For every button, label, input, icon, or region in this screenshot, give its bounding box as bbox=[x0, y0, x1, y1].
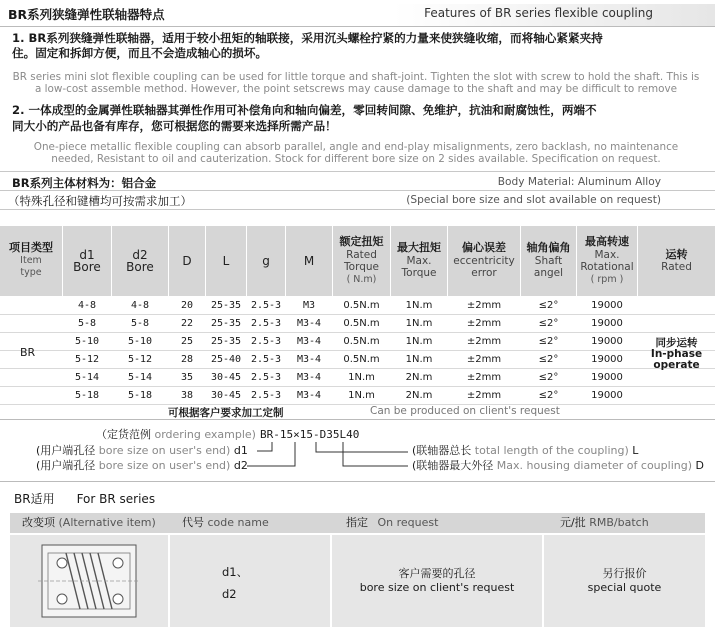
table-cell: ≤2° bbox=[538, 336, 559, 347]
header-price: 元/批 RMB/batch bbox=[560, 516, 649, 529]
table-cell: ≤2° bbox=[538, 300, 559, 311]
table-cell: 0.5N.m bbox=[343, 318, 380, 329]
table-cell: 1N.m bbox=[405, 354, 433, 365]
table-cell: 5-8 bbox=[77, 318, 97, 329]
table-cell: M3-4 bbox=[296, 318, 322, 329]
spec-cn: 客户需要的孔径 bbox=[398, 567, 476, 580]
feature-2-en-line2: needed, Resistant to oil and cauterization. Stock for different bore size on 2 sides available. Specification on request. bbox=[51, 153, 661, 165]
table-cell: 1N.m bbox=[405, 300, 433, 311]
table-cell: 1N.m bbox=[405, 336, 433, 347]
code-d1: d1、 bbox=[222, 565, 249, 579]
custom-note-cn: 可根据客户要求加工定制 bbox=[168, 407, 284, 419]
header-item-type: 项目类型 Item type bbox=[0, 226, 62, 296]
table-cell: 1N.m bbox=[348, 390, 375, 401]
table-cell: 1N.m bbox=[405, 318, 433, 329]
table-cell: 1N.m bbox=[348, 372, 375, 383]
table-cell: ≤2° bbox=[538, 354, 559, 365]
table-cell: 2.5-3 bbox=[250, 354, 282, 365]
table-cell: 19000 bbox=[591, 336, 623, 347]
table-cell: 0.5N.m bbox=[343, 300, 380, 311]
table-cell: ≤2° bbox=[538, 390, 559, 401]
table-cell: 4-8 bbox=[130, 300, 150, 311]
operate-label: 同步运转 In-phase operate bbox=[650, 337, 703, 371]
price-cell bbox=[544, 535, 705, 627]
header-rated-torque: 额定扭矩 Rated Torque ( N.m) bbox=[333, 226, 390, 296]
header-g: g bbox=[247, 226, 285, 296]
price-cn: 另行报价 bbox=[602, 567, 647, 580]
coupling-drawing-icon bbox=[10, 535, 168, 627]
table-cell: 25-35 bbox=[210, 336, 242, 347]
br-table-body bbox=[10, 535, 705, 627]
table-cell: ≤2° bbox=[538, 318, 559, 329]
material-en: Body Material: Aluminum Alloy bbox=[497, 176, 661, 188]
special-en: (Special bore size and slot available on request) bbox=[406, 194, 661, 206]
material-cn: BR系列主体材料为：铝合金 bbox=[12, 176, 157, 190]
header-L: L bbox=[206, 226, 246, 296]
header-eccentricity: 偏心误差 eccentricity error bbox=[448, 226, 520, 296]
header-shaft-angle: 轴角偏角 Shaft angel bbox=[521, 226, 576, 296]
table-cell: 2.5-3 bbox=[250, 336, 282, 347]
table-cell: 5-14 bbox=[127, 372, 153, 383]
table-cell: 0.5N.m bbox=[343, 354, 380, 365]
code-name-cell bbox=[170, 535, 330, 627]
page-title-en: Features of BR series flexible coupling bbox=[424, 6, 653, 20]
br-table-header bbox=[10, 513, 705, 533]
table-cell: 19000 bbox=[591, 390, 623, 401]
table-cell: 30-45 bbox=[210, 372, 242, 383]
table-cell: 19000 bbox=[591, 318, 623, 329]
table-cell: 38 bbox=[180, 390, 194, 401]
table-cell: 5-8 bbox=[130, 318, 150, 329]
divider bbox=[0, 481, 715, 482]
table-cell: 20 bbox=[180, 300, 194, 311]
table-cell: ±2mm bbox=[466, 390, 502, 401]
table-cell: M3-4 bbox=[296, 372, 322, 383]
table-cell: 5-12 bbox=[74, 354, 100, 365]
d1-legend: (用户端孔径 bore size on user's end) d1 bbox=[36, 444, 248, 457]
special-cn: （特殊孔径和键槽均可按需求加工） bbox=[8, 194, 192, 208]
table-cell: M3-4 bbox=[296, 390, 322, 401]
table-cell: M3-4 bbox=[296, 336, 322, 347]
order-code: BR-15×15-D35L40 bbox=[260, 428, 360, 441]
order-example-label: （定货范例 ordering example) bbox=[96, 428, 256, 441]
table-cell: ±2mm bbox=[466, 354, 502, 365]
header-rated-operation: 运转 Rated bbox=[638, 226, 715, 296]
type-label: BR bbox=[20, 346, 36, 359]
feature-1-cn-line1: 1. BR系列狭缝弹性联轴器，适用于较小扭矩的轴联接，采用沉头螺栓拧紧的力量来使狭缝收缩，而将轴心紧紧夹持 bbox=[12, 31, 603, 45]
table-cell: ±2mm bbox=[466, 336, 502, 347]
table-cell: ±2mm bbox=[466, 300, 502, 311]
table-cell: 2N.m bbox=[405, 390, 433, 401]
page-title: BR系列狭缝弹性联轴器特点 bbox=[8, 7, 165, 22]
table-cell: M3-4 bbox=[296, 354, 322, 365]
header-max-torque: 最大扭矩 Max. Torque bbox=[391, 226, 447, 296]
table-cell: 19000 bbox=[591, 354, 623, 365]
table-cell: 25-35 bbox=[210, 318, 242, 329]
table-cell: 5-10 bbox=[127, 336, 153, 347]
table-cell: 5-12 bbox=[127, 354, 153, 365]
table-cell: ≤2° bbox=[538, 372, 559, 383]
table-cell: 30-45 bbox=[210, 390, 242, 401]
feature-1-en-line2: a low-cost assemble method. However, the point setscrews may cause damage to the shaft and may be difficult to remove bbox=[34, 83, 678, 95]
table-cell: 5-14 bbox=[74, 372, 100, 383]
table-cell: 2.5-3 bbox=[250, 318, 282, 329]
on-request-cell bbox=[332, 535, 542, 627]
table-cell: 25 bbox=[180, 336, 194, 347]
table-cell: M3 bbox=[302, 300, 316, 311]
header-M: M bbox=[286, 226, 332, 296]
table-cell: 2N.m bbox=[405, 372, 433, 383]
table-cell: 35 bbox=[180, 372, 194, 383]
table-cell: ±2mm bbox=[466, 318, 502, 329]
table-cell: 0.5N.m bbox=[343, 336, 380, 347]
L-legend: (联轴器总长 total length of the coupling) L bbox=[412, 444, 639, 457]
table-cell: 19000 bbox=[591, 372, 623, 383]
code-d2: d2 bbox=[222, 587, 237, 601]
table-cell: ±2mm bbox=[466, 372, 502, 383]
br-section-title: BR适用 For BR series bbox=[14, 492, 156, 506]
table-cell: 5-10 bbox=[74, 336, 100, 347]
header-max-rpm: 最高转速 Max. Rotational ( rpm ) bbox=[577, 226, 637, 296]
table-cell: 19000 bbox=[591, 300, 623, 311]
header-alt-item: 改变项 (Alternative item) bbox=[22, 516, 156, 529]
D-legend: (联轴器最大外径 Max. housing diameter of coupling) D bbox=[412, 459, 704, 472]
header-D: D bbox=[169, 226, 205, 296]
table-cell: 2.5-3 bbox=[250, 372, 282, 383]
coupling-drawing-cell bbox=[10, 535, 168, 627]
table-cell: 25-35 bbox=[210, 300, 242, 311]
custom-note-en: Can be produced on client's request bbox=[370, 405, 560, 417]
header-code-name: 代号 code name bbox=[182, 516, 269, 529]
d2-legend: (用户端孔径 bore size on user's end) d2 bbox=[36, 459, 248, 472]
table-cell: 4-8 bbox=[77, 300, 97, 311]
table-cell: 22 bbox=[180, 318, 194, 329]
feature-2-cn-line2: 同大小的产品也备有库存，您可根据您的需要来选择所需产品！ bbox=[12, 119, 337, 133]
table-cell: 25-40 bbox=[210, 354, 242, 365]
header-d2: d2 Bore bbox=[112, 226, 168, 296]
feature-1-cn-line2: 住。固定和拆卸方便，而且不会造成轴心的损坏。 bbox=[12, 46, 268, 60]
table-cell: 2.5-3 bbox=[250, 300, 282, 311]
feature-2-en-line1: One-piece metallic flexible coupling can absorb parallel, angle and end-play misalignments, zero backlash, no maintenance bbox=[33, 141, 679, 153]
price-en: special quote bbox=[587, 581, 662, 594]
table-cell: 28 bbox=[180, 354, 194, 365]
table-cell: 2.5-3 bbox=[250, 390, 282, 401]
header-d1: d1 Bore bbox=[63, 226, 111, 296]
header-on-request: 指定 On request bbox=[346, 516, 439, 529]
feature-1-en-line1: BR series mini slot flexible coupling can be used for little torque and shaft-joint. Tighten the slot with screw to hold the shaft. This is bbox=[12, 71, 700, 83]
table-cell: 5-18 bbox=[127, 390, 153, 401]
table-cell: 5-18 bbox=[74, 390, 100, 401]
spec-en: bore size on client's request bbox=[359, 581, 515, 594]
feature-2-cn-line1: 2. 一体成型的金属弹性联轴器其弹性作用可补偿角向和轴向偏差，零回转间隙、免维护，抗油和耐腐蚀性，两端不 bbox=[12, 103, 597, 117]
